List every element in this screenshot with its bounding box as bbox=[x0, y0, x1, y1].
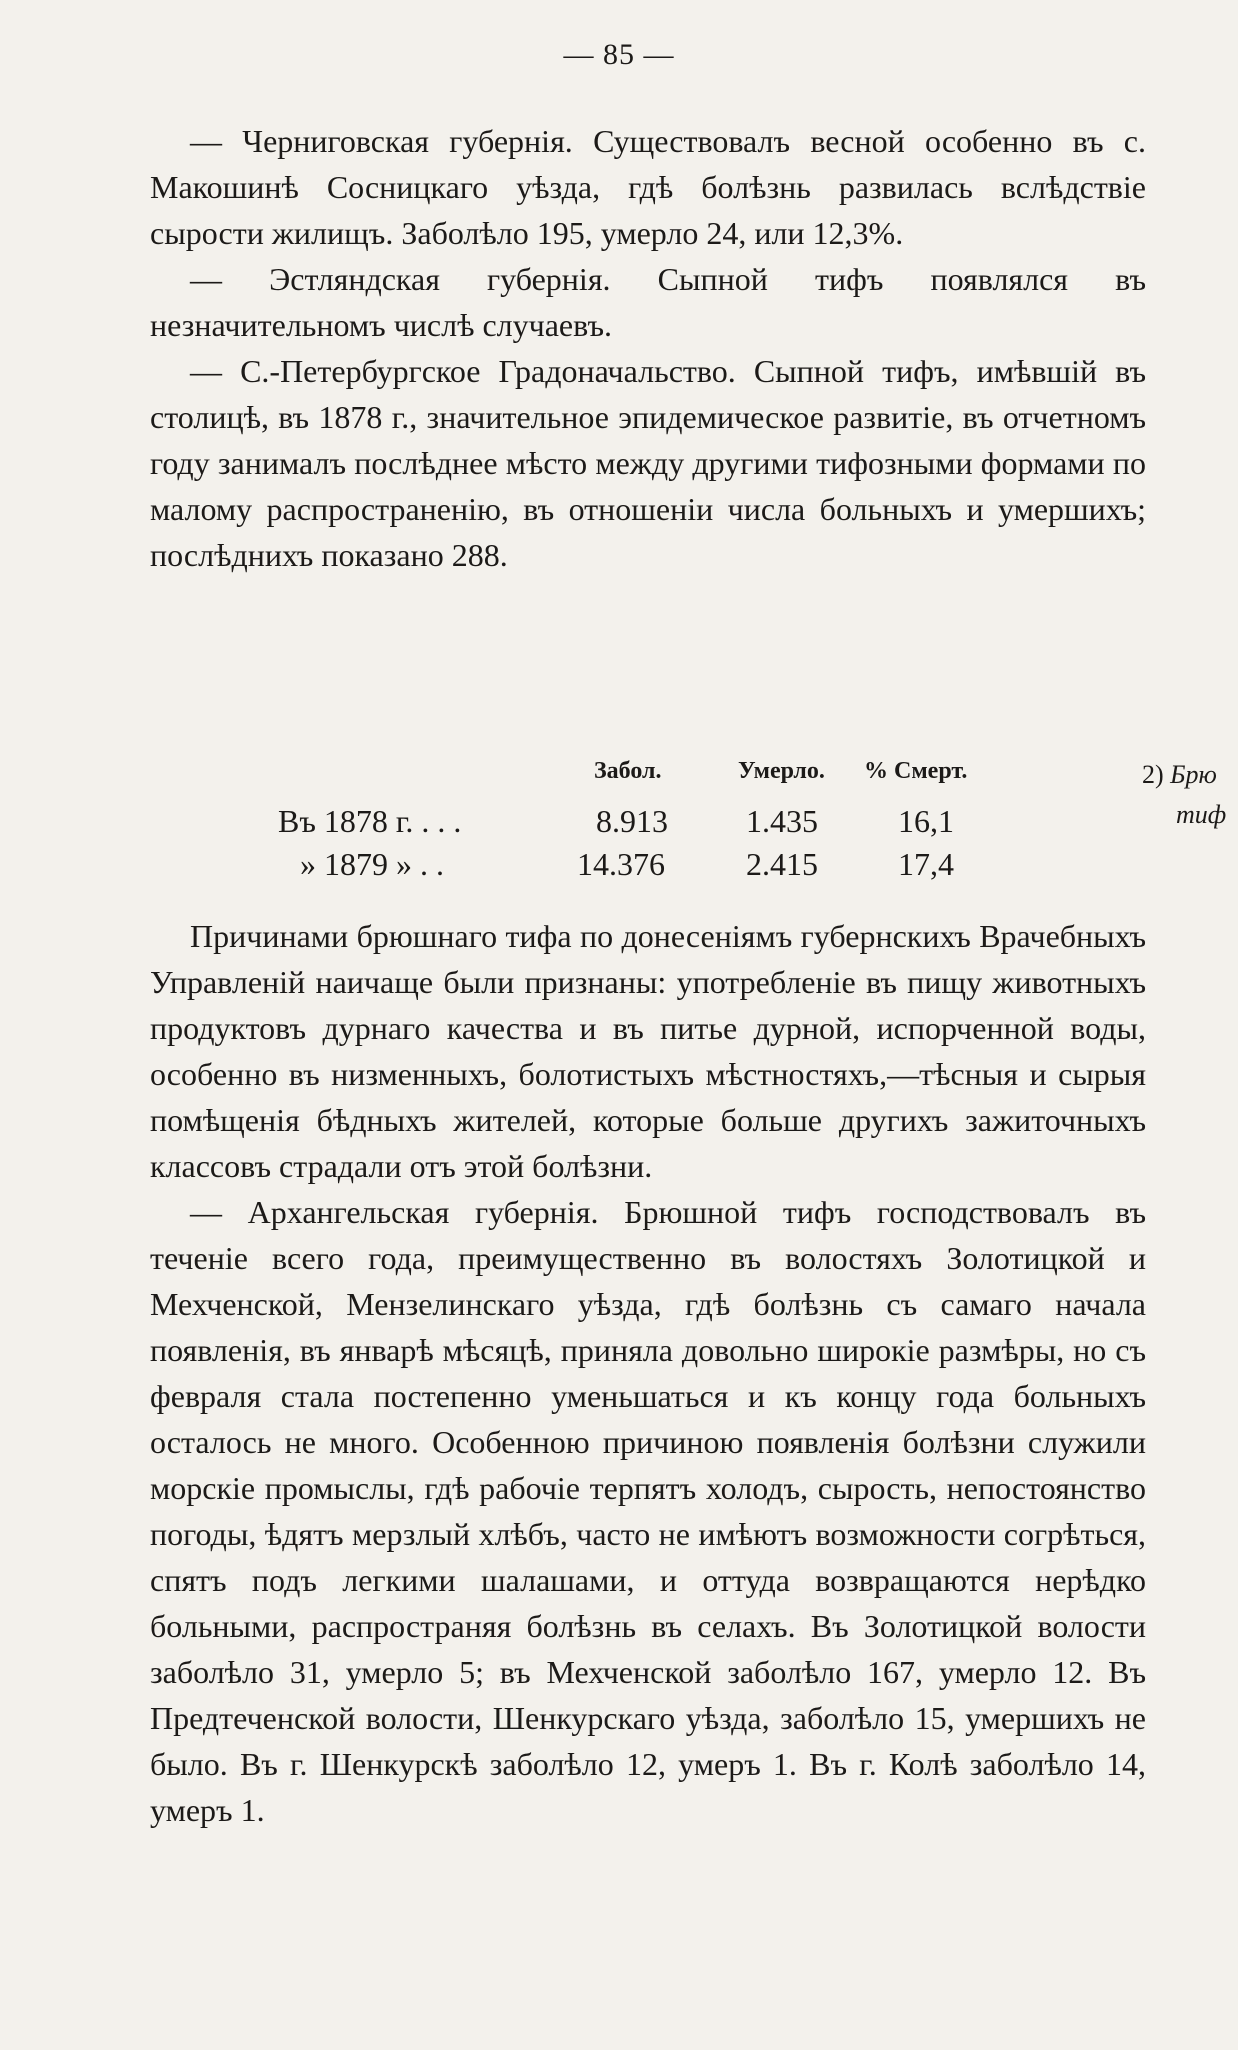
header-mortality: % Смерт. bbox=[864, 758, 968, 784]
paragraph-arkhangelsk: — Архангельская губернія. Брюшной тифъ господствовалъ въ теченіе всего года, преимущественно въ волостяхъ Золотицкой и Мехченской, Мензелинскаго уѣзда, гдѣ болѣзнь съ самаго начала появленія, въ январѣ мѣсяцѣ, приняла довольно широкіе размѣры, но съ февраля стала постепенно уменьшаться и къ концу года больныхъ осталось не много. Особенною причиною появленія болѣзни служили морскіе промыслы, гдѣ рабочіе терпятъ холодъ, сырость, непостоянство погоды, ѣдятъ мерзлый хлѣбъ, часто не имѣютъ возможности согрѣться, спятъ подъ легкими шалашами, и оттуда возвращаются нерѣдко больными, распространяя болѣзнь въ селахъ. Въ Золотицкой волости заболѣло 31, умерло 5; въ Мехченской заболѣло 167, умерло 12. Въ Предтеченской волости, Шенкурскаго уѣзда, заболѣло 15, умершихъ не было. Въ г. Шенкурскѣ заболѣло 12, умеръ 1. Въ г. Колѣ заболѣло 14, умеръ 1. bbox=[150, 1194, 1146, 1828]
row-mortality: 16,1 bbox=[898, 803, 954, 839]
row-label: Въ 1878 г. . . . bbox=[278, 803, 462, 839]
row-died: 1.435 bbox=[746, 803, 818, 839]
page-number: — 85 — bbox=[563, 38, 675, 71]
section-abdominal-typhus bbox=[150, 913, 1146, 1833]
row-label: » 1879 » . . bbox=[300, 846, 444, 882]
paragraph-estland: — Эстляндская губернія. Сыпной тифъ появлялся въ незначительномъ числѣ случаевъ. bbox=[150, 261, 1146, 343]
margin-note-line2: тиф bbox=[1176, 800, 1227, 829]
row-mortality: 17,4 bbox=[898, 846, 954, 882]
margin-note bbox=[1142, 755, 1238, 835]
row-died: 2.415 bbox=[746, 846, 818, 882]
paragraph-petersburg: — С.-Петербургское Градоначальство. Сыпной тифъ, имѣвшій въ столицѣ, въ 1878 г., значительное эпидемическое развитіе, въ отчетномъ году занималъ послѣднее мѣсто между другими тифозными формами по малому распространенію, въ отношеніи числа больныхъ и умершихъ; послѣднихъ показано 288. bbox=[150, 353, 1146, 573]
header-sick: Забол. bbox=[594, 758, 662, 784]
margin-note-number: 2) bbox=[1142, 760, 1164, 789]
paragraph-causes: Причинами брюшнаго тифа по донесеніямъ губернскихъ Врачебныхъ Управленій наичаще были признаны: употребленіе въ пищу животныхъ продуктовъ дурнаго качества и въ питье дурной, испорченной воды, особенно въ низменныхъ, болотистыхъ мѣстностяхъ,—тѣсныя и сырыя помѣщенія бѣдныхъ жителей, которые больше другихъ зажиточныхъ классовъ страдали отъ этой болѣзни. bbox=[150, 918, 1146, 1184]
section-typhus-reports bbox=[150, 118, 1146, 578]
margin-note-line1: Брю bbox=[1170, 760, 1217, 789]
paragraph-chernigov: — Черниговская губернія. Существовалъ весной особенно въ с. Макошинѣ Сосницкаго уѣзда, гдѣ болѣзнь развилась вслѣдствіе сырости жилищъ. Заболѣло 195, умерло 24, или 12,3%. bbox=[150, 123, 1146, 251]
header-died: Умерло. bbox=[738, 758, 825, 784]
row-sick: 14.376 bbox=[577, 846, 665, 882]
row-sick: 8.913 bbox=[596, 803, 668, 839]
